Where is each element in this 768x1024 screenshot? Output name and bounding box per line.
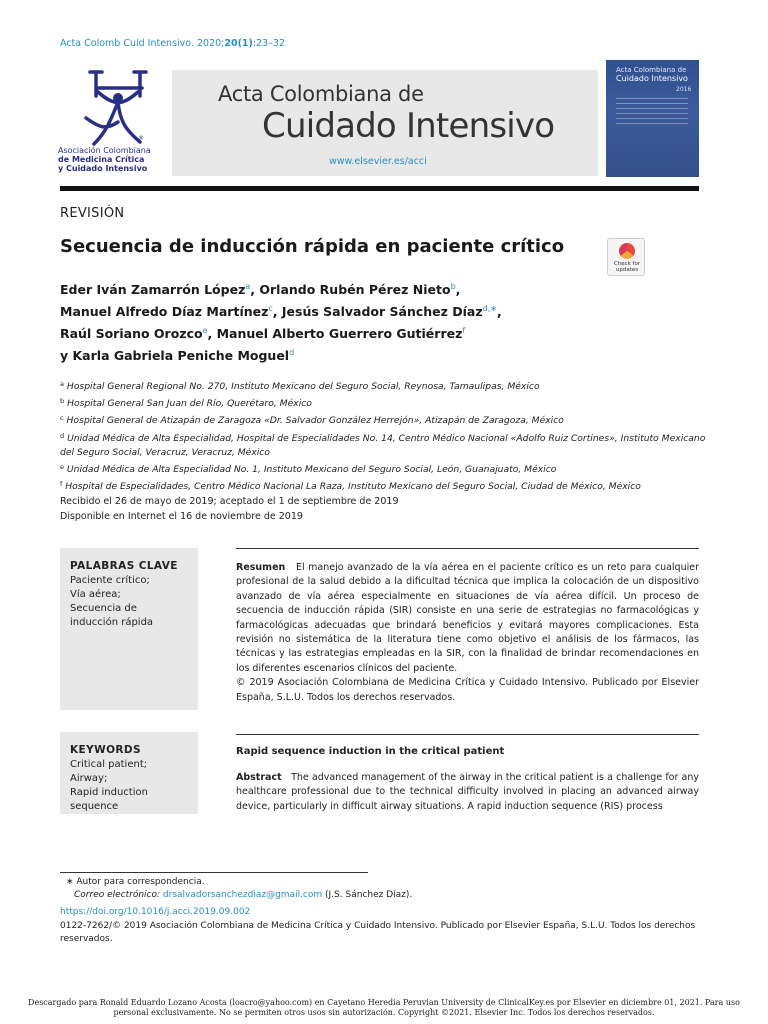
abstract-en: [236, 771, 699, 814]
available-date: Disponible en Internet el 16 de noviembre de 2019: [60, 511, 303, 522]
keyword: inducción rápida: [70, 617, 154, 628]
check-updates-icon: [619, 243, 635, 259]
keyword: Critical patient;: [70, 759, 148, 770]
journal-cover: Acta Colombiana de Cuidado Intensivo 2016: [606, 60, 699, 177]
keyword: Secuencia de: [70, 603, 137, 614]
received-date: Recibido el 26 de mayo de 2019; aceptado el 1 de septiembre de 2019: [60, 496, 399, 507]
author: Manuel Alfredo Díaz Martínez: [60, 304, 269, 319]
affiliation-item: $^a$ Hospital General Regional No. 270, Instituto Mexicano del Seguro Social, Reynosa, Tamaulipas, México: [60, 380, 540, 392]
corresponding-author-note: ∗ Autor para correspondencia.: [66, 877, 205, 887]
affiliation-item: $^e$ Unidad Médica de Alta Especialidad No. 1, Instituto Mexicano del Seguro Social, León, Guanajuato, México: [60, 463, 557, 476]
affiliation-list: [60, 377, 710, 494]
email-note: Correo electrónico: drsalvadorsanchezdiaz@gmail.com (J.S. Sánchez Díaz).: [74, 890, 413, 900]
email-link[interactable]: drsalvadorsanchezdiaz@gmail.com: [162, 890, 323, 900]
keyword: Paciente crítico;: [70, 575, 150, 586]
keywords-es-box: [60, 548, 198, 710]
check-updates-badge[interactable]: Check for updates: [607, 238, 645, 276]
abstract-es-text: El manejo avanzado de la vía aérea en el paciente crítico es un reto para cualquier profesional de la salud debido a la dificultad técnica que implica la colocación de un dispositivo avanzado de vía aérea especialmente en situaciones de vía aérea difícil. Un proceso de secuencia de inducción rápida (SIR) consiste en una serie de estrategias no farmacológicas y farmacológicas adecuadas que brindará beneficios y evitará mayores complicaciones. Esta revisión no sistemática de la literatura tiene como objetivo el análisis de los fármacos, las técnicas y las estrategias empleadas en la SIR, con la finalidad de brindar recomendaciones en los diferentes escenarios clínicos del paciente.: [236, 562, 699, 674]
svg-text:®: ®: [138, 135, 144, 142]
abstract-es-rule: [236, 548, 699, 549]
keywords-en-heading: KEYWORDS: [70, 744, 141, 756]
keywords-en-box: [60, 732, 198, 814]
author-list: Eder Iván Zamarrón López$^a$, Orlando Rubén Pérez Nieto$^b$, Manuel Alfredo Díaz Martínez$^c$, Jesús Salvador Sánchez Díaz$^{d,∗}$, Raúl Soriano Orozco$^e$, Manuel Alberto Guerrero Gutiérrez$^f$ y Karla Gabriela Peniche Moguel$^d$: [60, 282, 502, 363]
author: Eder Iván Zamarrón López: [60, 282, 246, 297]
english-title: Rapid sequence induction in the critical patient: [236, 746, 505, 757]
society-name: Asociación Colombiana de Medicina Crítica y Cuidado Intensivo: [58, 146, 151, 173]
journal-name-line1: Acta Colombiana de: [218, 82, 424, 106]
journal-banner: [172, 70, 598, 176]
author: Orlando Rubén Pérez Nieto: [259, 282, 451, 297]
journal-citation: Acta Colomb Cuid Intensivo. 2020;20(1):23–32: [60, 38, 286, 49]
article-title: Secuencia de inducción rápida en paciente crítico: [60, 236, 565, 257]
keyword: Vía aérea;: [70, 589, 121, 600]
abstract-es: [236, 561, 699, 705]
author: y Karla Gabriela Peniche Moguel: [60, 348, 290, 363]
journal-url[interactable]: www.elsevier.es/acci: [329, 156, 427, 167]
header-rule: [60, 186, 699, 191]
doi-link[interactable]: https://doi.org/10.1016/j.acci.2019.09.002: [60, 907, 251, 917]
abstract-es-label: Resumen: [236, 562, 286, 573]
abstract-en-text: The advanced management of the airway in the critical patient is a challenge for any healthcare professional due to the technical difficulty involved in placing an advanced airway device, particularly in difficult airway situations. A rapid induction sequence (RIS) process: [236, 772, 699, 812]
keywords-es-heading: PALABRAS CLAVE: [70, 560, 178, 572]
affiliation-item: $^d$ Unidad Médica de Alta Especialidad, Hospital de Especialidades No. 14, Centro Médico Nacional «Adolfo Ruiz Cortines», Instituto Mexicano del Seguro Social, Veracruz, Veracruz, México: [60, 431, 706, 458]
author: Raúl Soriano Orozco: [60, 326, 203, 341]
article-dates: [60, 494, 398, 524]
journal-name-line2: Cuidado Intensivo: [262, 106, 555, 146]
cover-decoration: [616, 98, 688, 138]
footnote-rule: [60, 872, 368, 873]
abstract-en-label: Abstract: [236, 772, 282, 783]
abstract-en-rule: [236, 734, 699, 735]
download-notice: Descargado para Ronald Eduardo Lozano Acosta (loacro@yahoo.com) en Cayetano Heredia Peruvian University de ClinicalKey.es por Elsevier en diciembre 01, 2021. Para uso personal exclusivamente. No se permiten otros usos sin autorización. Copyright ©2021. Elsevier Inc. Todos los derechos reservados.: [28, 998, 740, 1017]
affiliation-item: $^c$ Hospital General de Atizapán de Zaragoza «Dr. Salvador González Herrejón», Atizapán de Zaragoza, México: [60, 414, 564, 427]
article-section: REVISIÓN: [60, 206, 125, 221]
copyright-notice: 0122-7262/© 2019 Asociación Colombiana de Medicina Crítica y Cuidado Intensivo. Publicado por Elsevier España, S.L.U. Todos los derechos reservados.: [60, 921, 696, 944]
author: Jesús Salvador Sánchez Díaz: [281, 304, 483, 319]
author: Manuel Alberto Guerrero Gutiérrez: [216, 326, 463, 341]
affiliation-item: $^f$ Hospital de Especialidades, Centro Médico Nacional La Raza, Instituto Mexicano del Seguro Social, Ciudad de México, México: [60, 480, 641, 493]
affiliation-item: $^b$ Hospital General San Juan del Río, Querétaro, México: [60, 397, 312, 410]
keyword: Airway;: [70, 773, 108, 784]
keyword: sequence: [70, 801, 119, 812]
keyword: Rapid induction: [70, 787, 148, 798]
abstract-es-copyright: © 2019 Asociación Colombiana de Medicina Crítica y Cuidado Intensivo. Publicado por Elsevier España, S.L.U. Todos los derechos reservados.: [236, 677, 699, 703]
